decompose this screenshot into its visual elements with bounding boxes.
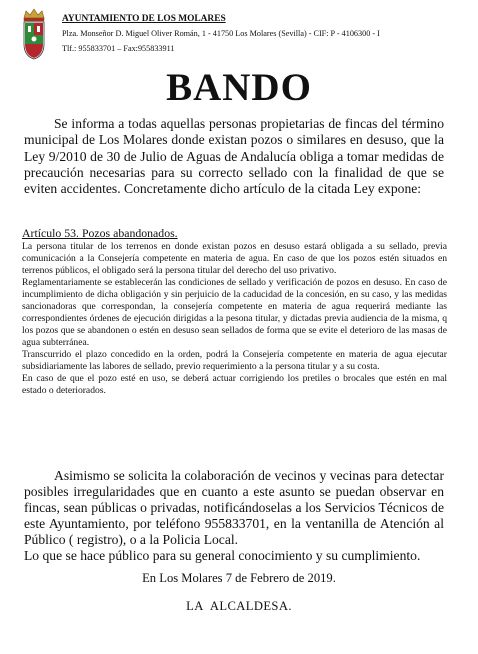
municipality-address: Plza. Monseñor D. Miguel Oliver Román, 1 - 41750 Los Molares (Sevilla) - CIF: P - 4106300 - I — [62, 29, 380, 38]
article-paragraph: La persona titular de los terrenos en donde existan pozos en desuso estará obligada a su sellado, previa comunicación a la Consejería competente en materia de agua. En caso de que los pozos estén situados en terrenos públicos, el obligado será la persona titular del derecho del uso privativo. — [22, 241, 447, 276]
closing-line: Lo que se hace público para su general conocimiento y su cumplimiento. — [24, 548, 421, 563]
intro-paragraph: Se informa a todas aquellas personas propietarias de fincas del término municipal de Los Molares donde existan pozos o similares en desuso, que la Ley 9/2010 de 30 de Julio de Aguas de Andalucía obliga a tomar medidas de precaución necesarias para su correcto sellado con la finalidad de que se eviten accidentes. Concretamente dicho artículo de la citada Ley expone: — [24, 116, 444, 197]
collaboration-paragraph: Asimismo se solicita la colaboración de vecinos y vecinas para detectar posibles irregularidades que en cuanto a este asunto se puedan observar en fincas, sean públicas o privadas, notificándoselas a los Servicios Técnicos de este Ayuntamiento, por teléfono 955833701, en la ventanilla de Atención al Público ( registro), o a la Policia Local. — [24, 468, 444, 547]
municipality-title: AYUNTAMIENTO DE LOS MOLARES — [62, 14, 226, 24]
municipality-phones: Tlf.: 955833701 – Fax:955833911 — [62, 44, 175, 53]
closing-section — [24, 468, 444, 564]
signature: LA ALCALDESA. — [186, 599, 292, 613]
coat-of-arms-icon — [22, 8, 46, 60]
article-title: Artículo 53. Pozos abandonados. — [22, 226, 178, 240]
issue-date: En Los Molares 7 de Febrero de 2019. — [142, 571, 336, 585]
article-paragraph: En caso de que el pozo esté en uso, se deberá actuar corrigiendo los pretiles o brocales que estén en mal estado o deteriorados. — [22, 373, 447, 396]
article-paragraph: Reglamentariamente se establecerán las condiciones de sellado y verificación de pozos en desuso. En caso de incumplimiento de dicha obligación y sin perjuicio de la caducidad de la concesión, en su caso, y las medidas sancionadoras que correspondan, la consejería competente en materia de agua requerirá mediante las correspondientes órdenes de ejecución dirigidas a la pesona titular, y dictadas previa audiencia de la misma, q los pozos que se abandonen o estén en desuso sean sellados de forma que se evite el deterioro de las masas de agua subterránea. — [22, 277, 447, 348]
letterhead — [6, 8, 476, 64]
article-paragraph: Transcurrido el plazo concedido en la orden, podrá la Consejería competente en materia de agua ejecutar subsidiariamente las labores de sellado, previo requerimiento a la persona titular y a su costa. — [22, 349, 447, 372]
law-article — [22, 226, 447, 397]
page-title: BANDO — [166, 66, 312, 109]
